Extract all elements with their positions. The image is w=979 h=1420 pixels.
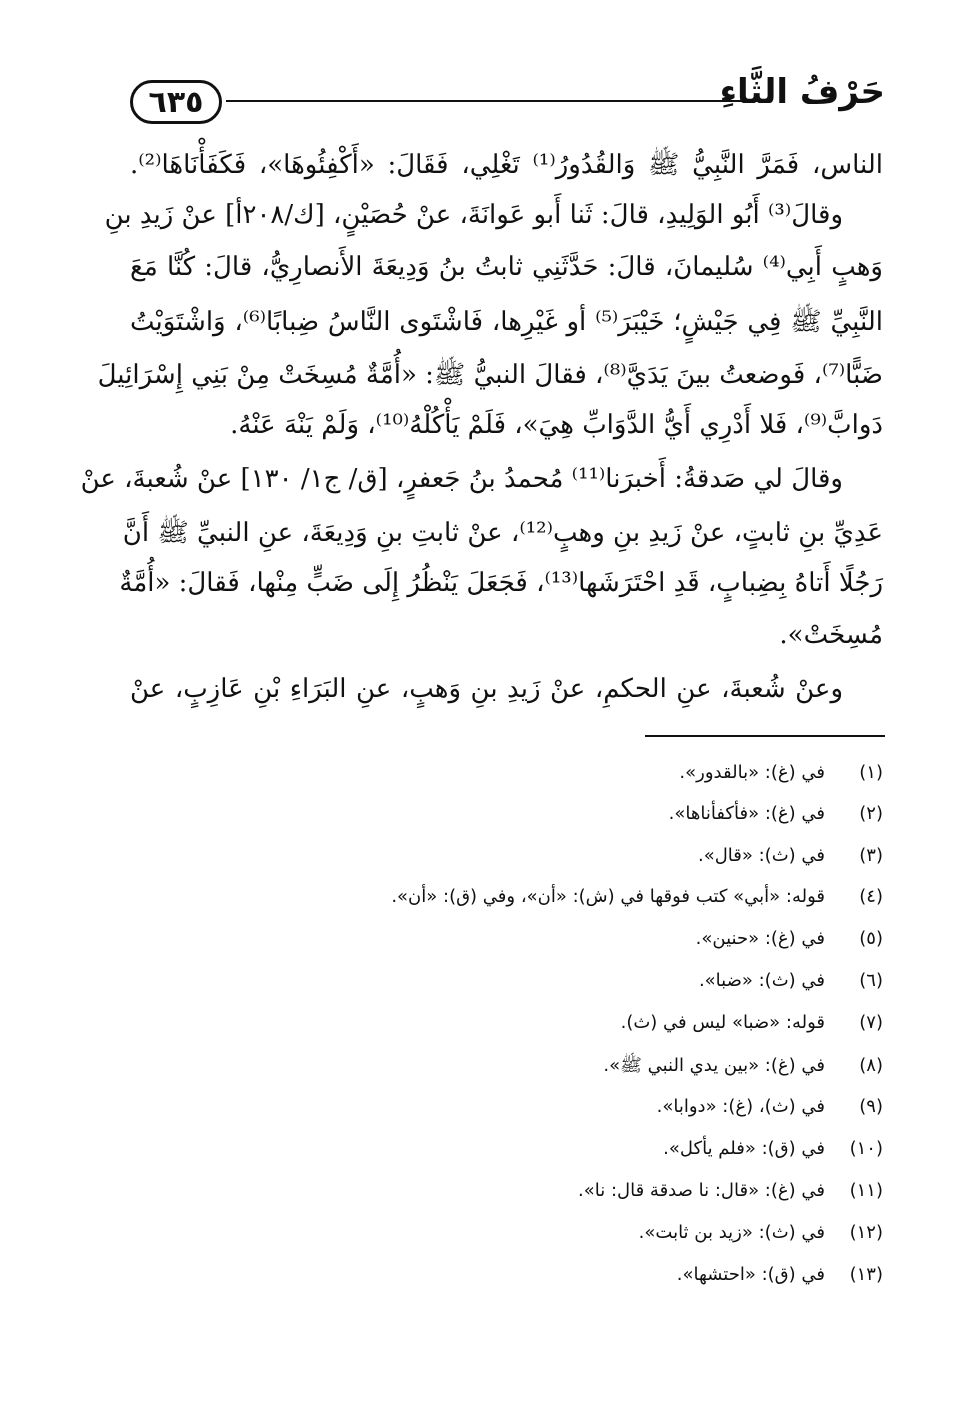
footnote-text: في (ث): «قال».	[697, 845, 825, 866]
footnote-text: في (ق): «احتشها».	[676, 1264, 825, 1285]
footnote	[657, 1096, 883, 1117]
footnote-text: في (غ): «فأكفأناها».	[668, 803, 825, 824]
body-line: الناس، فَمَرَّ النَّبِيُّ ﷺ وَالقُدُورُ⁽¹⁾ تَغْلِي، فَقَالَ: «أَكْفِئُوهَا»، فَكَفَأْنَاهَا⁽²⁾.	[130, 150, 883, 180]
footnote-text: في (ق): «فلم يأكل».	[663, 1138, 825, 1159]
body-line: وقالَ⁽³⁾ أَبُو الوَلِيدِ، قالَ: ثَنا أَبو عَوانَةَ، عنْ حُصَيْنٍ، [ك/٢٠٨أ] عنْ زَيدِ بنِ	[104, 200, 843, 230]
body-line: وقالَ لي صَدقةُ: أَخبرَنا⁽¹¹⁾ مُحمدُ بنُ جَعفرٍ، [ق/ ج١/ ١٣٠] عنْ شُعبةَ، عنْ	[80, 464, 843, 494]
footnote-number: (٦)	[859, 970, 883, 991]
body-line: النَّبِيِّ ﷺ فِي جَيْشٍ؛ خَيْبَرَ⁽⁵⁾ أو غَيْرِها، فَاشْتَوى النَّاسُ ضِبابًا⁽⁶⁾، وَاشْتَوَيْتُ	[130, 307, 884, 337]
footnote-number: (٥)	[859, 928, 883, 949]
footnote-text: قوله: «أبي» كتب فوقها في (ش): «أن»، وفي (ق): «أن».	[391, 886, 825, 907]
footnote-text: في (ث)، (غ): «دوابا».	[656, 1096, 825, 1117]
footnote-text: في (غ): «قال: نا صدقة قال: نا».	[578, 1180, 825, 1201]
footnote	[669, 803, 883, 824]
footnote-number: (١١)	[849, 1180, 883, 1201]
footnote	[621, 1012, 883, 1033]
footnote	[639, 1222, 883, 1243]
footnote-rule	[645, 735, 885, 737]
body-line: دَوابَّ⁽⁹⁾، فَلا أَدْرِي أَيُّ الدَّوَابِّ هِيَ»، فَلَمْ يَأْكُلْهُ⁽¹⁰⁾، وَلَمْ يَنْهَ عَنْهُ.	[230, 410, 883, 440]
footnote-text: في (ث): «زيد بن ثابت».	[638, 1222, 825, 1243]
footnote	[699, 970, 883, 991]
footnote	[391, 886, 883, 907]
footnote-number: (١)	[859, 762, 883, 783]
footnote	[698, 845, 883, 866]
footnote-number: (٩)	[859, 1096, 883, 1117]
footnote-text: في (غ): «بالقدور».	[679, 762, 825, 783]
body-line: ضَبًّا⁽⁷⁾، فَوضعتُ بينَ يَدَيَّ⁽⁸⁾، فقالَ النبيُّ ﷺ: «أُمَّةٌ مُسِخَتْ مِنْ بَنِي إِسْرَائِيلَ	[97, 360, 883, 390]
footnote-number: (٤)	[859, 886, 883, 907]
footnote-number: (١٣)	[849, 1264, 883, 1285]
footnote-number: (٣)	[859, 845, 883, 866]
page-header	[130, 72, 885, 136]
footnote	[578, 1180, 883, 1201]
footnote-text: في (غ): «حنين».	[695, 928, 825, 949]
footnote	[603, 1054, 883, 1080]
page-number: ٦٣٥	[130, 80, 222, 124]
footnote-number: (١٢)	[849, 1222, 883, 1243]
header-rule	[226, 100, 767, 102]
footnote	[677, 1264, 883, 1285]
footnote	[696, 928, 883, 949]
footnote-text: قوله: «ضبا» ليس في (ث).	[620, 1012, 825, 1033]
chapter-title: حَرْفُ الثَّاءِ	[719, 72, 885, 112]
footnote-number: (٧)	[859, 1012, 883, 1033]
body-line: وعنْ شُعبةَ، عنِ الحكمِ، عنْ زَيدِ بنِ وَهبٍ، عنِ البَرَاءِ بْنِ عَازِبٍ، عنْ	[130, 674, 843, 704]
footnote	[663, 1138, 883, 1159]
footnote-number: (٨)	[859, 1055, 883, 1076]
footnote-text: في (ث): «ضبا».	[698, 970, 825, 991]
footnote	[679, 762, 883, 783]
body-line: عَدِيِّ بنِ ثابتٍ، عنْ زَيدِ بنِ وهبٍ⁽¹²⁾، عنْ ثابتِ بنِ وَدِيعَةَ، عنِ النبيِّ ﷺ أَنَّ	[122, 518, 883, 548]
footnote-number: (٢)	[859, 803, 883, 824]
footnote-number: (١٠)	[849, 1138, 883, 1159]
body-line: مُسِخَتْ».	[779, 620, 883, 650]
footnote-text: في (غ): «بين يدي النبي ﷺ».	[603, 1055, 825, 1076]
body-line: رَجُلًا أَتاهُ بِضِبابٍ، قَدِ احْتَرَشَها⁽¹³⁾، فَجَعَلَ يَنْظُرُ إِلَى ضَبٍّ مِنْها، فَقالَ: «أُمَّةٌ	[119, 568, 883, 598]
body-line: وَهبٍ أَبِي⁽⁴⁾ سُليمانَ، قالَ: حَدَّثَنِي ثابتُ بنُ وَدِيعَةَ الأَنصارِيُّ، قالَ: كُنَّا مَعَ	[130, 252, 883, 282]
